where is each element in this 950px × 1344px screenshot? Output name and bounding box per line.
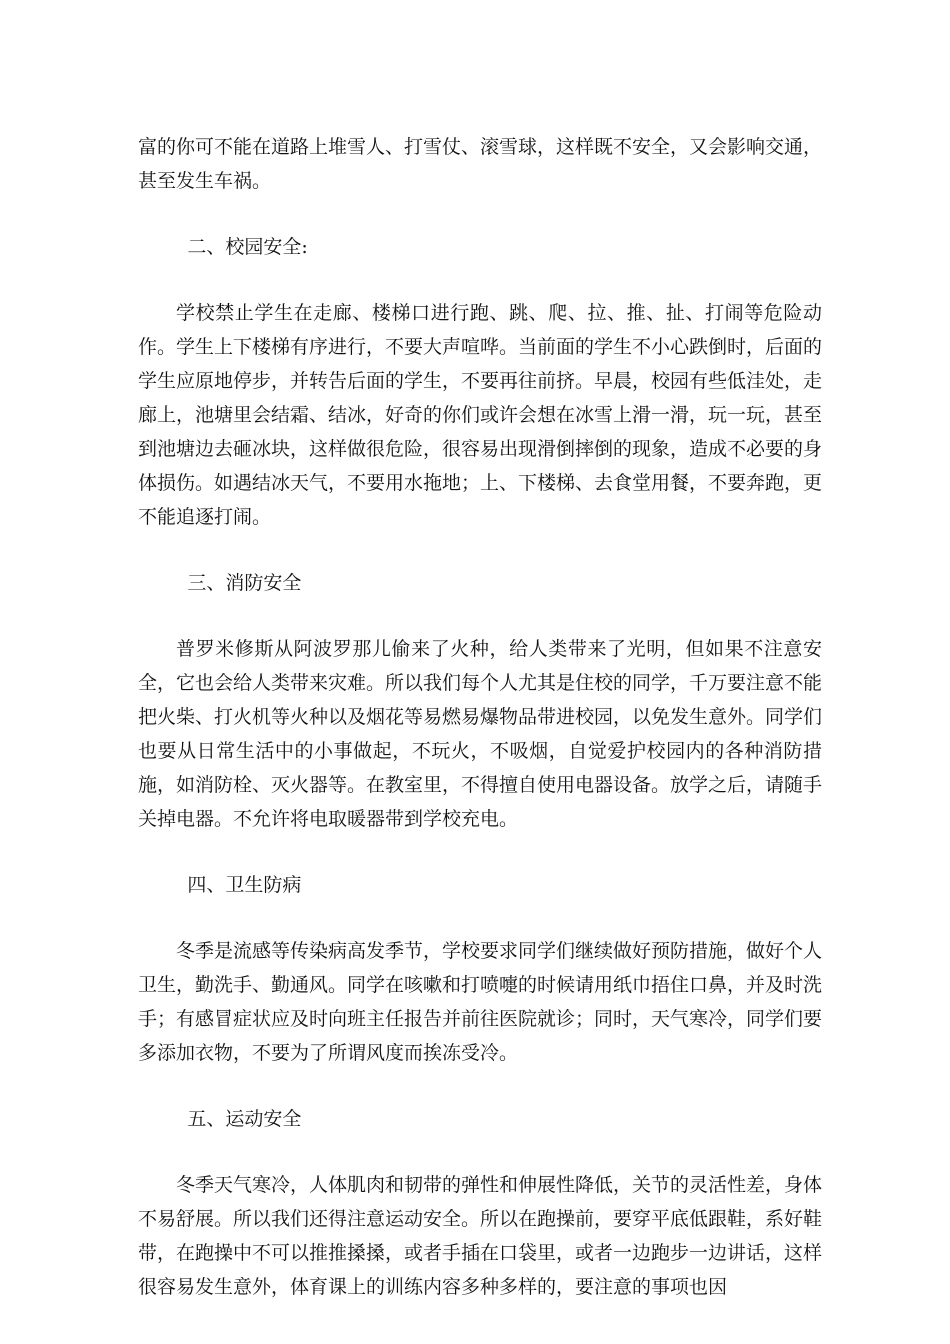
paragraph-campus-safety: 学校禁止学生在走廊、楼梯口进行跑、跳、爬、拉、推、扯、打闹等危险动作。学生上下楼梯有序进行，不要大声喧哗。当前面的学生不小心跌倒时，后面的学生应原地停步，并转告后面的学生，不要再往前挤。早晨，校园有些低洼处，走廊上，池塘里会结霜、结冰，好奇的你们或许会想在冰雪上滑一滑，玩一玩，甚至到池塘边去砸冰块，这样做很危险，很容易出现滑倒摔倒的现象，造成不必要的身体损伤。如遇结冰天气，不要用水拖地；上、下楼梯、去食堂用餐，不要奔跑，更不能追逐打闹。 (138, 302, 823, 528)
paragraph-sports-safety: 冬季天气寒冷，人体肌肉和韧带的弹性和伸展性降低，关节的灵活性差，身体不易舒展。所以我们还得注意运动安全。所以在跑操前，要穿平底低跟鞋，系好鞋带，在跑操中不可以推推搡搡，或者手插在口袋里，或者一边跑步一边讲话，这样很容易发生意外，体育课上的训练内容多种多样的，要注意的事项也因 (138, 1174, 823, 1298)
section-heading-campus-safety: 二、校园安全: (187, 236, 308, 258)
section-heading-fire-safety: 三、消防安全 (187, 572, 302, 594)
section-heading-sports-safety: 五、运动安全 (187, 1108, 302, 1130)
paragraph-continuation: 富的你可不能在道路上堆雪人、打雪仗、滚雪球，这样既不安全，又会影响交通，甚至发生车祸。 (138, 136, 823, 192)
document-page (138, 130, 822, 1304)
paragraph-health: 冬季是流感等传染病高发季节，学校要求同学们继续做好预防措施，做好个人卫生，勤洗手、勤通风。同学在咳嗽和打喷嚏的时候请用纸巾捂住口鼻，并及时洗手；有感冒症状应及时向班主任报告并前往医院就诊；同时，天气寒冷，同学们要多添加衣物，不要为了所谓风度而挨冻受冷。 (138, 940, 823, 1064)
paragraph-fire-safety: 普罗米修斯从阿波罗那儿偷来了火种，给人类带来了光明，但如果不注意安全，它也会给人类带来灾难。所以我们每个人尤其是住校的同学，千万要注意不能把火柴、打火机等火种以及烟花等易燃易爆物品带进校园，以免发生意外。同学们也要从日常生活中的小事做起，不玩火，不吸烟，自觉爱护校园内的各种消防措施，如消防栓、灭火器等。在教室里，不得擅自使用电器设备。放学之后，请随手关掉电器。不允许将电取暖器带到学校充电。 (138, 638, 823, 830)
section-heading-health: 四、卫生防病 (187, 874, 302, 896)
